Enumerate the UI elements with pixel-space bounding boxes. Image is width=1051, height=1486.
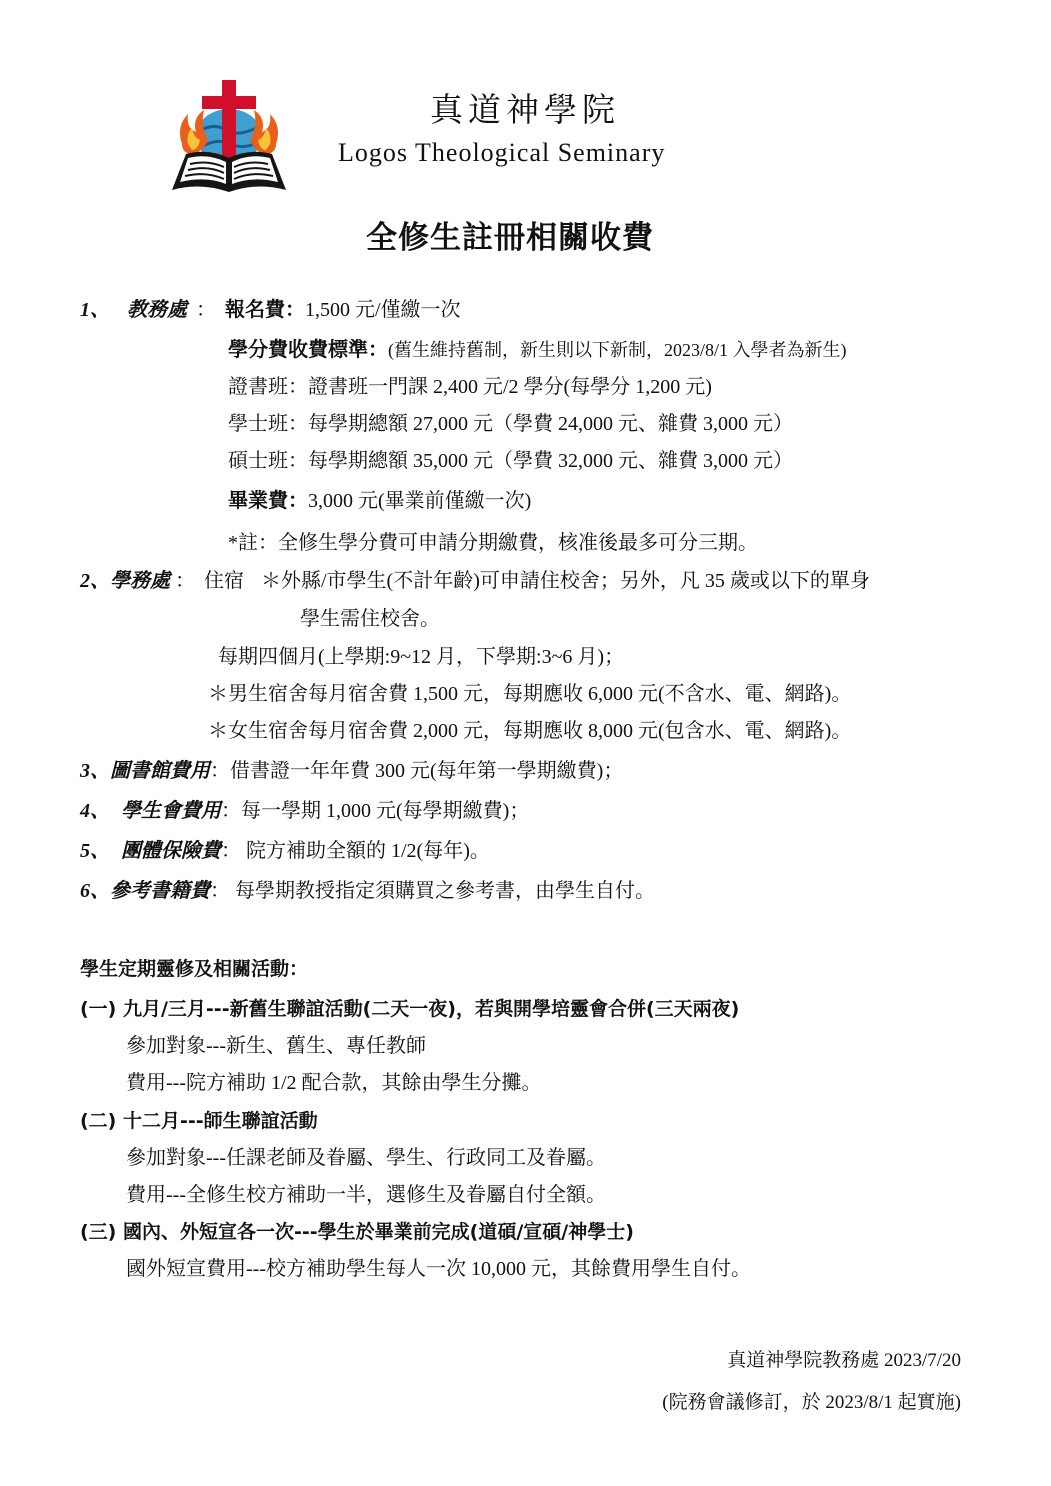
activity-2-participants: 參加對象---任課老師及眷屬、學生、行政同工及眷屬。: [126, 1147, 606, 1169]
section-number: 3、: [80, 760, 110, 782]
graduation-fee-value: 3,000 元(畢業前僅繳一次): [308, 490, 532, 512]
section-1-header: [80, 294, 461, 325]
seminary-name-chinese: 真道神學院: [430, 93, 620, 129]
seminary-logo-icon: [168, 74, 290, 196]
dorm-label: 住宿: [204, 570, 244, 592]
section-text: ： 每學期教授指定須購買之參考書，由學生自付。: [210, 880, 655, 902]
installment-note: *註：全修生學分費可申請分期繳費，核准後最多可分三期。: [228, 532, 758, 554]
document-title: 全修生註冊相關收費: [366, 220, 654, 256]
section-number: 2、: [80, 570, 110, 592]
credit-fee-note: (舊生維持舊制，新生則以下新制，2023/8/1 入學者為新生): [388, 340, 847, 360]
department-label: 團體保險費: [121, 840, 221, 862]
activities-heading: 學生定期靈修及相關活動：: [80, 958, 309, 980]
credit-fee-row: [228, 334, 847, 365]
section-4-student-union: [80, 796, 529, 826]
activity-3-cost: 國外短宣費用---校方補助學生每人一次 10,000 元，其餘費用學生自付。: [126, 1258, 751, 1280]
issuer-date: 真道神學院教務處 2023/7/20: [727, 1350, 961, 1371]
activity-1-participants: 參加對象---新生、舊生、專任教師: [126, 1035, 426, 1057]
dorm-period: 每期四個月(上學期:9~12 月，下學期:3~6 月)；: [218, 646, 625, 668]
activity-1-title: (一) 九月/三月---新舊生聯誼活動(二天一夜)，若與開學培靈會合併(三天兩夜): [80, 998, 740, 1020]
activity-2-title: (二) 十二月---師生聯誼活動: [80, 1110, 318, 1132]
activity-2-cost: 費用---全修生校方補助一半，選修生及眷屬自付全額。: [126, 1184, 606, 1206]
section-5-insurance: [80, 836, 490, 866]
department-label: 學生會費用: [121, 800, 221, 822]
dorm-rule-line2: 學生需住校舍。: [300, 608, 440, 630]
male-dorm-fee: ＊男生宿舍每月宿舍費 1,500 元，每期應收 6,000 元(不含水、電、網路)。: [208, 683, 852, 705]
graduation-fee-label: 畢業費：: [228, 488, 308, 512]
cross-icon: [222, 80, 236, 160]
section-2-header: [80, 566, 870, 596]
master-fee: 碩士班：每學期總額 35,000 元（學費 32,000 元、雜費 3,000 元）: [228, 450, 793, 472]
female-dorm-fee: ＊女生宿舍每月宿舍費 2,000 元，每期應收 8,000 元(包含水、電、網路)。: [208, 720, 852, 742]
credit-fee-label: 學分費收費標準：: [228, 337, 388, 361]
section-number: 1、: [80, 299, 110, 321]
activity-3-title: (三) 國內、外短宣各一次---學生於畢業前完成(道碩/宣碩/神學士): [80, 1221, 634, 1243]
certificate-fee: 證書班：證書班一門課 2,400 元/2 學分(每學分 1,200 元): [228, 376, 712, 398]
colon: ：: [196, 299, 216, 321]
section-number: 4、: [80, 800, 110, 822]
bachelor-fee: 學士班：每學期總額 27,000 元（學費 24,000 元、雜費 3,000 元）: [228, 413, 793, 435]
colon: ：: [175, 570, 195, 592]
registration-fee-label: 報名費：: [225, 297, 305, 321]
department-label: 教務處: [127, 299, 187, 321]
revision-note: (院務會議修訂，於 2023/8/1 起實施): [662, 1392, 961, 1413]
section-number: 6、: [80, 880, 110, 902]
graduation-fee-row: [228, 485, 531, 516]
section-text: ： 院方補助全額的 1/2(每年)。: [221, 840, 490, 862]
section-text: ：借書證一年年費 300 元(每年第一學期繳費)；: [210, 760, 624, 782]
seminary-name-english: Logos Theological Seminary: [338, 138, 666, 167]
department-label: 參考書籍費: [110, 880, 210, 902]
department-label: 圖書館費用: [110, 760, 210, 782]
dorm-rule-line1: ＊外縣/市學生(不計年齡)可申請住校舍；另外，凡 35 歲或以下的單身: [261, 570, 870, 592]
registration-fee-value: 1,500 元/僅繳一次: [305, 299, 461, 321]
activity-1-cost: 費用---院方補助 1/2 配合款，其餘由學生分攤。: [126, 1072, 542, 1094]
section-text: ：每一學期 1,000 元(每學期繳費)；: [221, 800, 530, 822]
section-3-library: [80, 756, 623, 786]
department-label: 學務處: [110, 570, 170, 592]
section-6-reference-books: [80, 876, 655, 906]
section-number: 5、: [80, 840, 110, 862]
